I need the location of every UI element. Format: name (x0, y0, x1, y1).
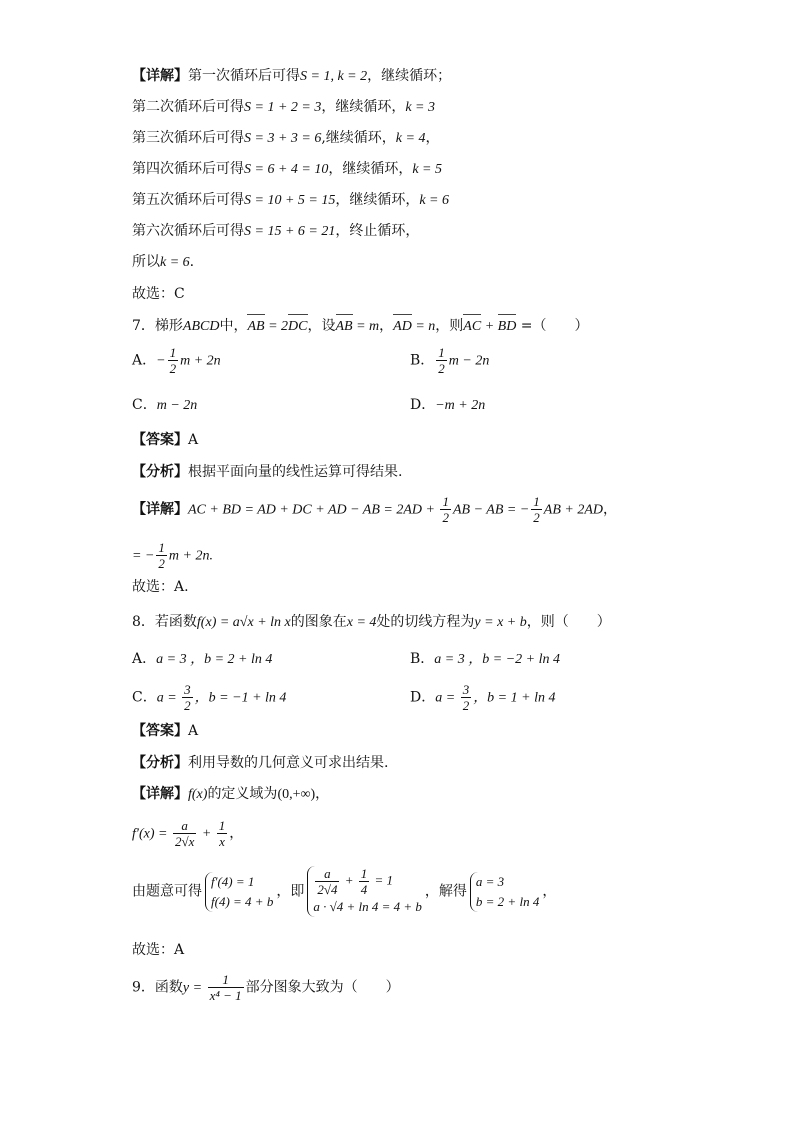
q7-option-d[interactable] (410, 395, 485, 416)
numerator: a (315, 866, 339, 882)
fraction (217, 818, 228, 849)
numerator: 1 (438, 345, 445, 360)
math: f′(x) = (132, 826, 171, 842)
math: S = 1, k = 2 (300, 69, 368, 84)
q8-option-d[interactable] (410, 682, 555, 713)
text: ， (425, 130, 440, 146)
q8-system (132, 866, 556, 917)
text: 第五次循环后可得 (132, 192, 244, 208)
vector-dc: DC (288, 317, 307, 337)
denominator: 2 (438, 361, 445, 376)
text: ， (602, 501, 617, 518)
system-row: b = 2 + ln 4 (475, 893, 540, 909)
option-label: B． (410, 651, 435, 667)
numerator: 1 (442, 494, 449, 509)
text: ， (229, 825, 244, 842)
math: = 2 (264, 319, 289, 334)
math: + (481, 319, 498, 334)
numerator: 3 (184, 682, 191, 697)
text: ，继续循环， (321, 99, 406, 115)
vector-ad: AD (393, 317, 412, 337)
text: ，则 (435, 318, 464, 334)
math: f(x) = a√x + ln x (196, 615, 291, 630)
text: =（ ） (516, 318, 589, 334)
text: 由题意可得 (132, 883, 202, 900)
detail-line-6 (132, 221, 419, 242)
fraction (173, 818, 196, 849)
system-row: a · √4 + ln 4 = 4 + b (313, 899, 422, 914)
text: 利用导数的几何意义可求出结果. (188, 755, 389, 771)
option-label: D． (410, 689, 436, 706)
text: 故选：A (132, 942, 185, 958)
system-row: f(4) = 4 + b (211, 893, 274, 909)
answer-value: A (188, 432, 199, 448)
text: 处的切线方程为 (376, 614, 475, 630)
text: ，设 (307, 318, 336, 334)
text: ，即 (276, 883, 305, 900)
text: . (189, 254, 195, 270)
text: 部分图象大致为（ ） (245, 979, 400, 996)
math: m − 2n (156, 398, 198, 413)
numerator: 1 (158, 540, 165, 555)
math: AB − AB = − (452, 502, 530, 518)
text: 故选：A. (132, 579, 189, 595)
q8-derivative (132, 818, 243, 849)
text: 第一次循环后可得 (188, 68, 300, 84)
math: AB + 2AD (543, 502, 603, 518)
text: ，解得 (424, 883, 467, 900)
text: 故选：C (132, 286, 185, 302)
detail-tag: 【详解】 (132, 786, 188, 802)
detail-line-4 (132, 159, 442, 180)
math: S = 3 + 3 = 6 (244, 131, 322, 146)
option-label: B． (410, 352, 435, 369)
detail-line-2 (132, 97, 435, 118)
text: 第三次循环后可得 (132, 130, 244, 146)
text: ，终止循环， (335, 223, 420, 239)
text: 的定义域为 (207, 786, 278, 802)
math: k = 6 (160, 255, 190, 270)
fraction (156, 540, 167, 571)
math: a = 3 ，b = 2 + ln 4 (156, 652, 273, 667)
math: S = 10 + 5 = 15 (244, 193, 336, 208)
math: k = 6 (419, 193, 450, 208)
analysis-tag: 【分析】 (132, 464, 188, 480)
numerator: 1 (208, 972, 244, 988)
q7-analysis (132, 462, 402, 482)
denominator: 2√4 (317, 882, 338, 897)
math: S = 15 + 6 = 21 (244, 224, 336, 239)
detail-line-1 (132, 66, 451, 87)
denominator: 2 (169, 361, 177, 376)
q7-option-c[interactable] (132, 395, 197, 416)
equation-system (307, 866, 422, 917)
system-row (313, 866, 422, 897)
math: ，b = −1 + ln 4 (194, 690, 287, 706)
math: f(x) (188, 787, 208, 802)
math: − (156, 353, 166, 369)
text: 8．若函数 (132, 614, 197, 630)
detail-line-5 (132, 190, 449, 211)
math: k = 5 (412, 162, 443, 177)
numerator: 3 (462, 682, 470, 697)
q7-answer (132, 430, 198, 450)
detail-tag: 【详解】 (132, 501, 188, 518)
denominator: 4 (360, 882, 368, 897)
vector-ab: AB (336, 317, 353, 337)
text: 根据平面向量的线性运算可得结果. (188, 464, 403, 480)
q9-stem (132, 972, 400, 1003)
system-row: a = 3 (475, 873, 505, 889)
math: m − 2n (448, 353, 490, 369)
math: k = 3 (405, 100, 436, 115)
math: + (198, 826, 215, 842)
math: ABCD (182, 319, 220, 334)
vector-ab: AB (247, 317, 264, 337)
option-label: A． (132, 352, 157, 369)
math: = m (352, 319, 380, 334)
math: a = (435, 690, 459, 706)
fraction (531, 494, 542, 525)
analysis-tag: 【分析】 (132, 755, 188, 771)
fraction (315, 866, 339, 897)
math: = − (132, 548, 155, 564)
math: −m + 2n (435, 398, 486, 413)
text: ，则（ ） (526, 614, 611, 630)
detail-line-3 (132, 128, 439, 149)
option-label: C． (132, 689, 157, 706)
text: 第六次循环后可得 (132, 223, 244, 239)
q7-detail (132, 494, 617, 525)
equation-system (470, 872, 539, 912)
denominator: 2√x (174, 834, 195, 849)
text: 第四次循环后可得 (132, 161, 244, 177)
q8-option-a[interactable] (132, 649, 272, 670)
fraction (182, 682, 193, 713)
text: 的图象在 (290, 614, 347, 630)
math: y = x + b (474, 615, 527, 630)
math: S = 6 + 4 = 10 (244, 162, 329, 177)
denominator: 2 (158, 556, 165, 571)
q8-option-b[interactable] (410, 649, 560, 670)
denominator: x⁴ − 1 (209, 988, 242, 1003)
numerator: a (173, 818, 196, 834)
text: ，继续循环， (328, 161, 413, 177)
math: = n (411, 319, 436, 334)
text: ， (315, 786, 330, 802)
fraction (461, 682, 472, 713)
math: y = (182, 980, 206, 996)
fraction (208, 972, 244, 1003)
fraction (436, 345, 447, 376)
detail-line-7 (132, 252, 194, 273)
numerator: 1 (533, 494, 540, 509)
math: m + 2n (180, 353, 221, 369)
text: ， (542, 883, 557, 900)
math: + (341, 872, 357, 888)
denominator: 2 (462, 698, 470, 713)
denominator: 2 (533, 510, 540, 525)
q7-choose (132, 577, 189, 597)
vector-ac: AC (463, 317, 481, 337)
math: x = 4 (346, 615, 377, 630)
text: 所以 (132, 254, 160, 270)
answer-value: A (188, 723, 199, 739)
fraction (440, 494, 451, 525)
math: m + 2n. (168, 548, 213, 564)
option-label: C． (132, 397, 157, 413)
q8-analysis (132, 753, 388, 773)
q8-choose (132, 940, 184, 960)
vector-bd: BD (498, 317, 517, 337)
q7-stem (132, 316, 589, 337)
math: a = 3 ，b = −2 + ln 4 (434, 652, 560, 667)
fraction (359, 866, 370, 897)
text: 7．梯形 (132, 318, 183, 334)
denominator: 2 (184, 698, 191, 713)
q8-answer (132, 721, 198, 741)
detail-tag: 【详解】 (132, 68, 188, 84)
numerator: 1 (218, 818, 226, 833)
fraction (168, 345, 179, 376)
text: 中， (219, 318, 248, 334)
denominator: x (219, 834, 225, 849)
option-label: D． (410, 397, 436, 413)
q7-detail-2 (132, 540, 213, 571)
text: 第二次循环后可得 (132, 99, 244, 115)
denominator: 2 (442, 510, 449, 525)
math: AC + BD = AD + DC + AD − AB = 2AD + (188, 502, 439, 518)
math: k = 4 (395, 131, 426, 146)
math: = 1 (371, 872, 394, 888)
option-label: A． (132, 651, 157, 667)
text: ， (379, 318, 394, 334)
text: ，继续循环； (367, 68, 452, 84)
q8-detail (132, 784, 329, 805)
numerator: 1 (360, 866, 368, 881)
text: 9．函数 (132, 979, 183, 996)
math: a = (156, 690, 181, 706)
system-row: f′(4) = 1 (211, 873, 255, 889)
answer-tag: 【答案】 (132, 723, 188, 739)
answer-tag: 【答案】 (132, 432, 188, 448)
choose-line (132, 284, 185, 304)
numerator: 1 (169, 345, 177, 360)
text: ，继续循环， (335, 192, 420, 208)
q8-stem (132, 612, 611, 633)
text: ,继续循环， (321, 130, 396, 146)
q7-option-a[interactable] (132, 345, 221, 376)
q7-option-b[interactable] (410, 345, 489, 376)
math: S = 1 + 2 = 3 (244, 100, 322, 115)
q8-option-c[interactable] (132, 682, 286, 713)
math: (0,+∞) (277, 787, 316, 802)
equation-system (205, 872, 273, 912)
math: ，b = 1 + ln 4 (473, 690, 556, 706)
